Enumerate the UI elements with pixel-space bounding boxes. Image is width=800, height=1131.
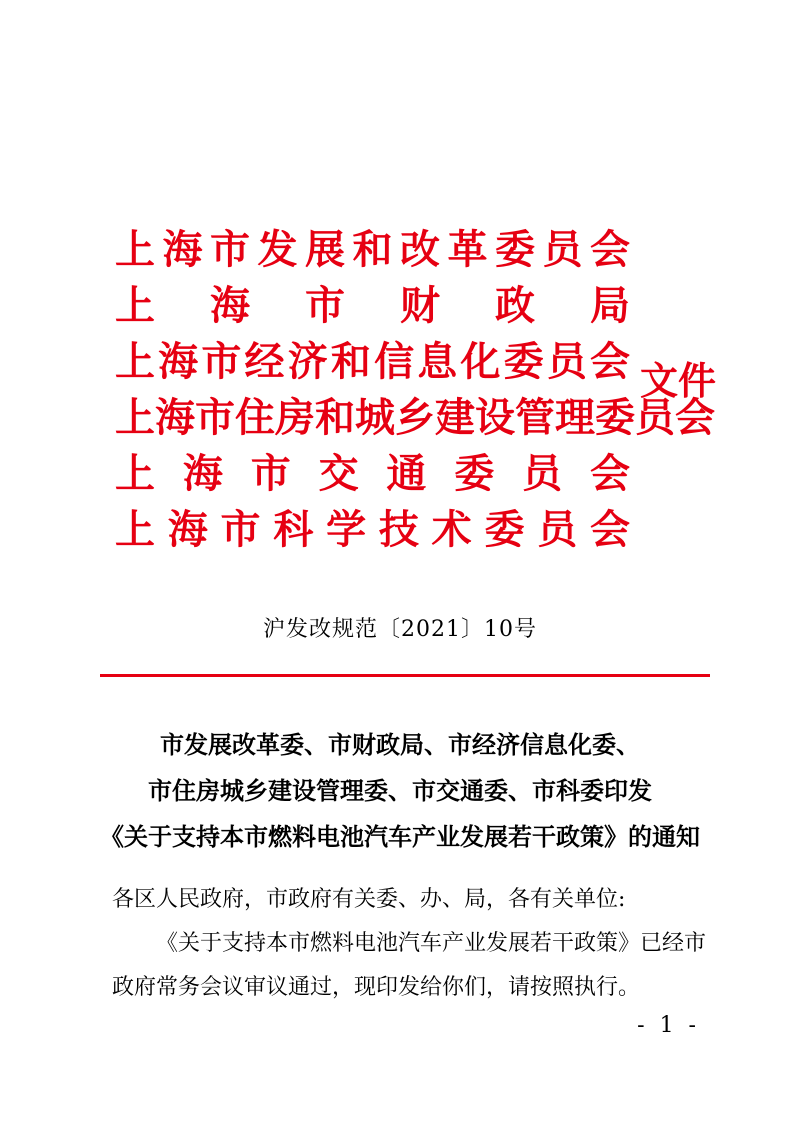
salutation: 各区人民政府，市政府有关委、办、局，各有关单位: xyxy=(112,887,626,912)
issuer-transport: 上海市交通委员会 xyxy=(115,450,630,497)
document-number: 沪发改规范〔2021〕10号 xyxy=(263,617,537,642)
page-number: - 1 - xyxy=(637,1013,700,1038)
issuer-economy-it: 上海市经济和信息化委员会 xyxy=(115,338,630,385)
issuer-housing-construction: 上海市住房和城乡建设管理委员会 xyxy=(115,394,715,441)
issuer-science-technology: 上海市科学技术委员会 xyxy=(115,506,630,553)
red-divider xyxy=(100,674,710,677)
body-paragraph: 《关于支持本市燃料电池汽车产业发展若干政策》已经市政府常务会议审议通过，现印发给你们，请按照执行。 xyxy=(112,931,707,1000)
document-title xyxy=(60,722,740,860)
title-line: 市发展改革委、市财政局、市经济信息化委、 xyxy=(160,731,640,759)
document-body xyxy=(112,878,712,1010)
title-line: 《关于支持本市燃料电池汽车产业发展若干政策》的通知 xyxy=(100,823,700,851)
issuer-ndrc: 上海市发展和改革委员会 xyxy=(115,226,630,273)
issuer-finance-bureau: 上海市财政局 xyxy=(115,282,630,329)
title-line: 市住房城乡建设管理委、市交通委、市科委印发 xyxy=(148,777,652,805)
document-suffix: 文件 xyxy=(640,358,717,403)
